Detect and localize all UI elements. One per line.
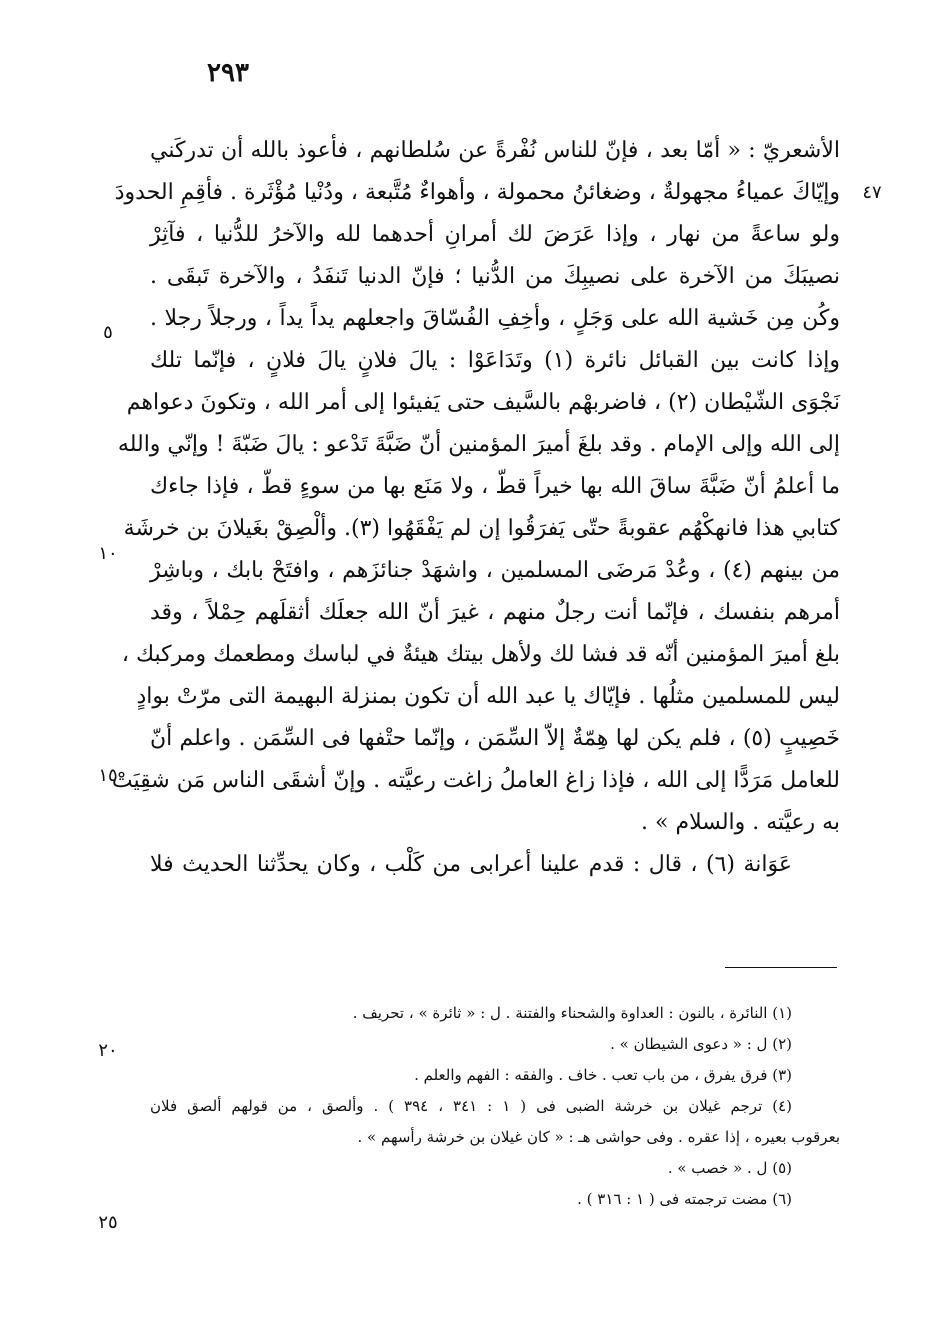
text-line: نَجْوَى الشّيْطان (٢) ، فاضربهْم بالسَّيف حتى يَفيئوا إلى أمر الله ، وتكونَ دعواهم (126, 390, 840, 415)
line-number-25: ٢٥ (98, 1212, 118, 1233)
text-line: بلغ أميرَ المؤمنين أنّه قد فشا لك ولأهل بيتك هيئةٌ في لباسك ومطعمك ومركبك ، (121, 642, 840, 667)
footnotes (150, 998, 840, 1215)
footnote-continuation: بعرقوب بعيره ، إذا عقره . وفى حواشى هـ : « كان غيلان بن خرشة رأسهم » . (357, 1128, 840, 1146)
main-text (111, 130, 840, 886)
footnote: (١) النائرة ، بالنون : العداوة والشحناء والفتنة . ل : « ثائرة » ، تحريف . (352, 1004, 792, 1022)
text-line: وإيّاكَ عمياءُ مجهولةٌ ، وضغائنُ محمولة ، وأهواءٌ مُتَّبعة ، ودُنْيا مُؤْثَرة . فأقِمِ الحدودَ (114, 180, 840, 205)
text-line: به رعيَّته . والسلام » . (641, 810, 840, 835)
footnote: (٦) مضت ترجمته فى ( ١ : ٣١٦ ) . (577, 1190, 792, 1208)
text-line: الأشعريّ : « أمّا بعد ، فإنّ للناس نُفْرةً عن سُلطانهم ، فأعوذ بالله أن تدركَني (150, 138, 840, 163)
footnote: (٢) ل : « دعوى الشيطان » . (610, 1035, 792, 1053)
section-number: ٤٧ (862, 182, 882, 203)
footnote: (٣) فرق يفرق ، من باب تعب . خاف . والفقه : الفهم والعلم . (414, 1066, 792, 1084)
text-line: عَوَانة (٦) ، قال : قدم علينا أعرابى من كَلْب ، وكان يحدِّثنا الحديث فلا (150, 852, 792, 877)
line-number-10: ١٠ (98, 543, 118, 564)
text-line: وكُن مِن خَشية الله على وَجَلٍ ، وأخِفِ الفُسّاقَ واجعلهم يداً يداً ، ورجلاً رجلا . (150, 306, 840, 331)
text-line: نصيبَكَ من الآخرة على نصيبِكَ من الدُّنيا ؛ فإنّ الدنيا تَنفَدُ ، والآخرة تَبقَى . (150, 264, 840, 289)
footnote: (٤) ترجم غيلان بن خرشة الضبى فى ( ١ : ٣٤١ ، ٣٩٤ ) . وألصق ، من قولهم ألصق فلان (150, 1097, 792, 1115)
line-number-20: ٢٠ (98, 1040, 118, 1061)
text-line: كتابي هذا فانهكْهُم عقوبةً حتّى يَفرَقُوا إن لم يَفْقَهُوا (٣). وألْصِقْ بغَيلانَ بن خرشَة (123, 516, 840, 541)
page-number: ٢٩٣ (207, 58, 249, 88)
text-line: من بينهم (٤) ، وعُدْ مَرضَى المسلمين ، واشهَدْ جنائزَهم ، وافتَحْ بابك ، وباشِرْ (150, 558, 840, 583)
text-line: ولو ساعةً من نهار ، وإذا عَرَضَ لك أمرانِ أحدهما لله والآخرُ للدُّنيا ، فآثِرْ (150, 222, 840, 247)
text-line: للعامل مَرَدًّا إلى الله ، فإذا زاغ العاملُ زاغت رعيَّته . وإنّ أشقَى الناس مَن شقِيَتْ (111, 768, 840, 793)
text-line: ما أعلمُ أنّ ضَبَّةَ ساقَ الله بها خيراً قطّ ، ولا مَنَع بها من سوءٍ قطّ ، فإذا جاءك (150, 474, 840, 499)
line-number-15: ١٥ (98, 765, 118, 786)
text-line: ليس للمسلمين مثلُها . فإيّاك يا عبد الله أن تكون بمنزلة البهيمة التى مرّتْ بوادٍ (136, 684, 840, 709)
text-line: وإذا كانت بين القبائل نائرة (١) وتَدَاعَوْا : يالَ فلانٍ يالَ فلانٍ ، فإنّما تلك (150, 348, 840, 373)
footnote: (٥) ل . « خصب » . (667, 1159, 792, 1177)
text-line: خَصِيبٍ (٥) ، فلم يكن لها هِمّةٌ إلاّ السِّمَن ، وإنّما حتْفها فى السِّمَن . واعلم أنّ (150, 726, 840, 751)
footnote-divider (725, 967, 837, 968)
text-line: إلى الله وإلى الإمام . وقد بلغَ أميرَ المؤمنين أنّ ضَبَّةَ تَدْعو : يالَ ضَبّةَ ! وإنّي والله (117, 432, 840, 457)
text-line: أمرهم بنفسك ، فإنّما أنت رجلٌ منهم ، غيرَ أنّ الله جعلَك أثقلَهم حِمْلاً ، وقد (150, 600, 840, 625)
line-number-5: ٥ (103, 322, 113, 343)
